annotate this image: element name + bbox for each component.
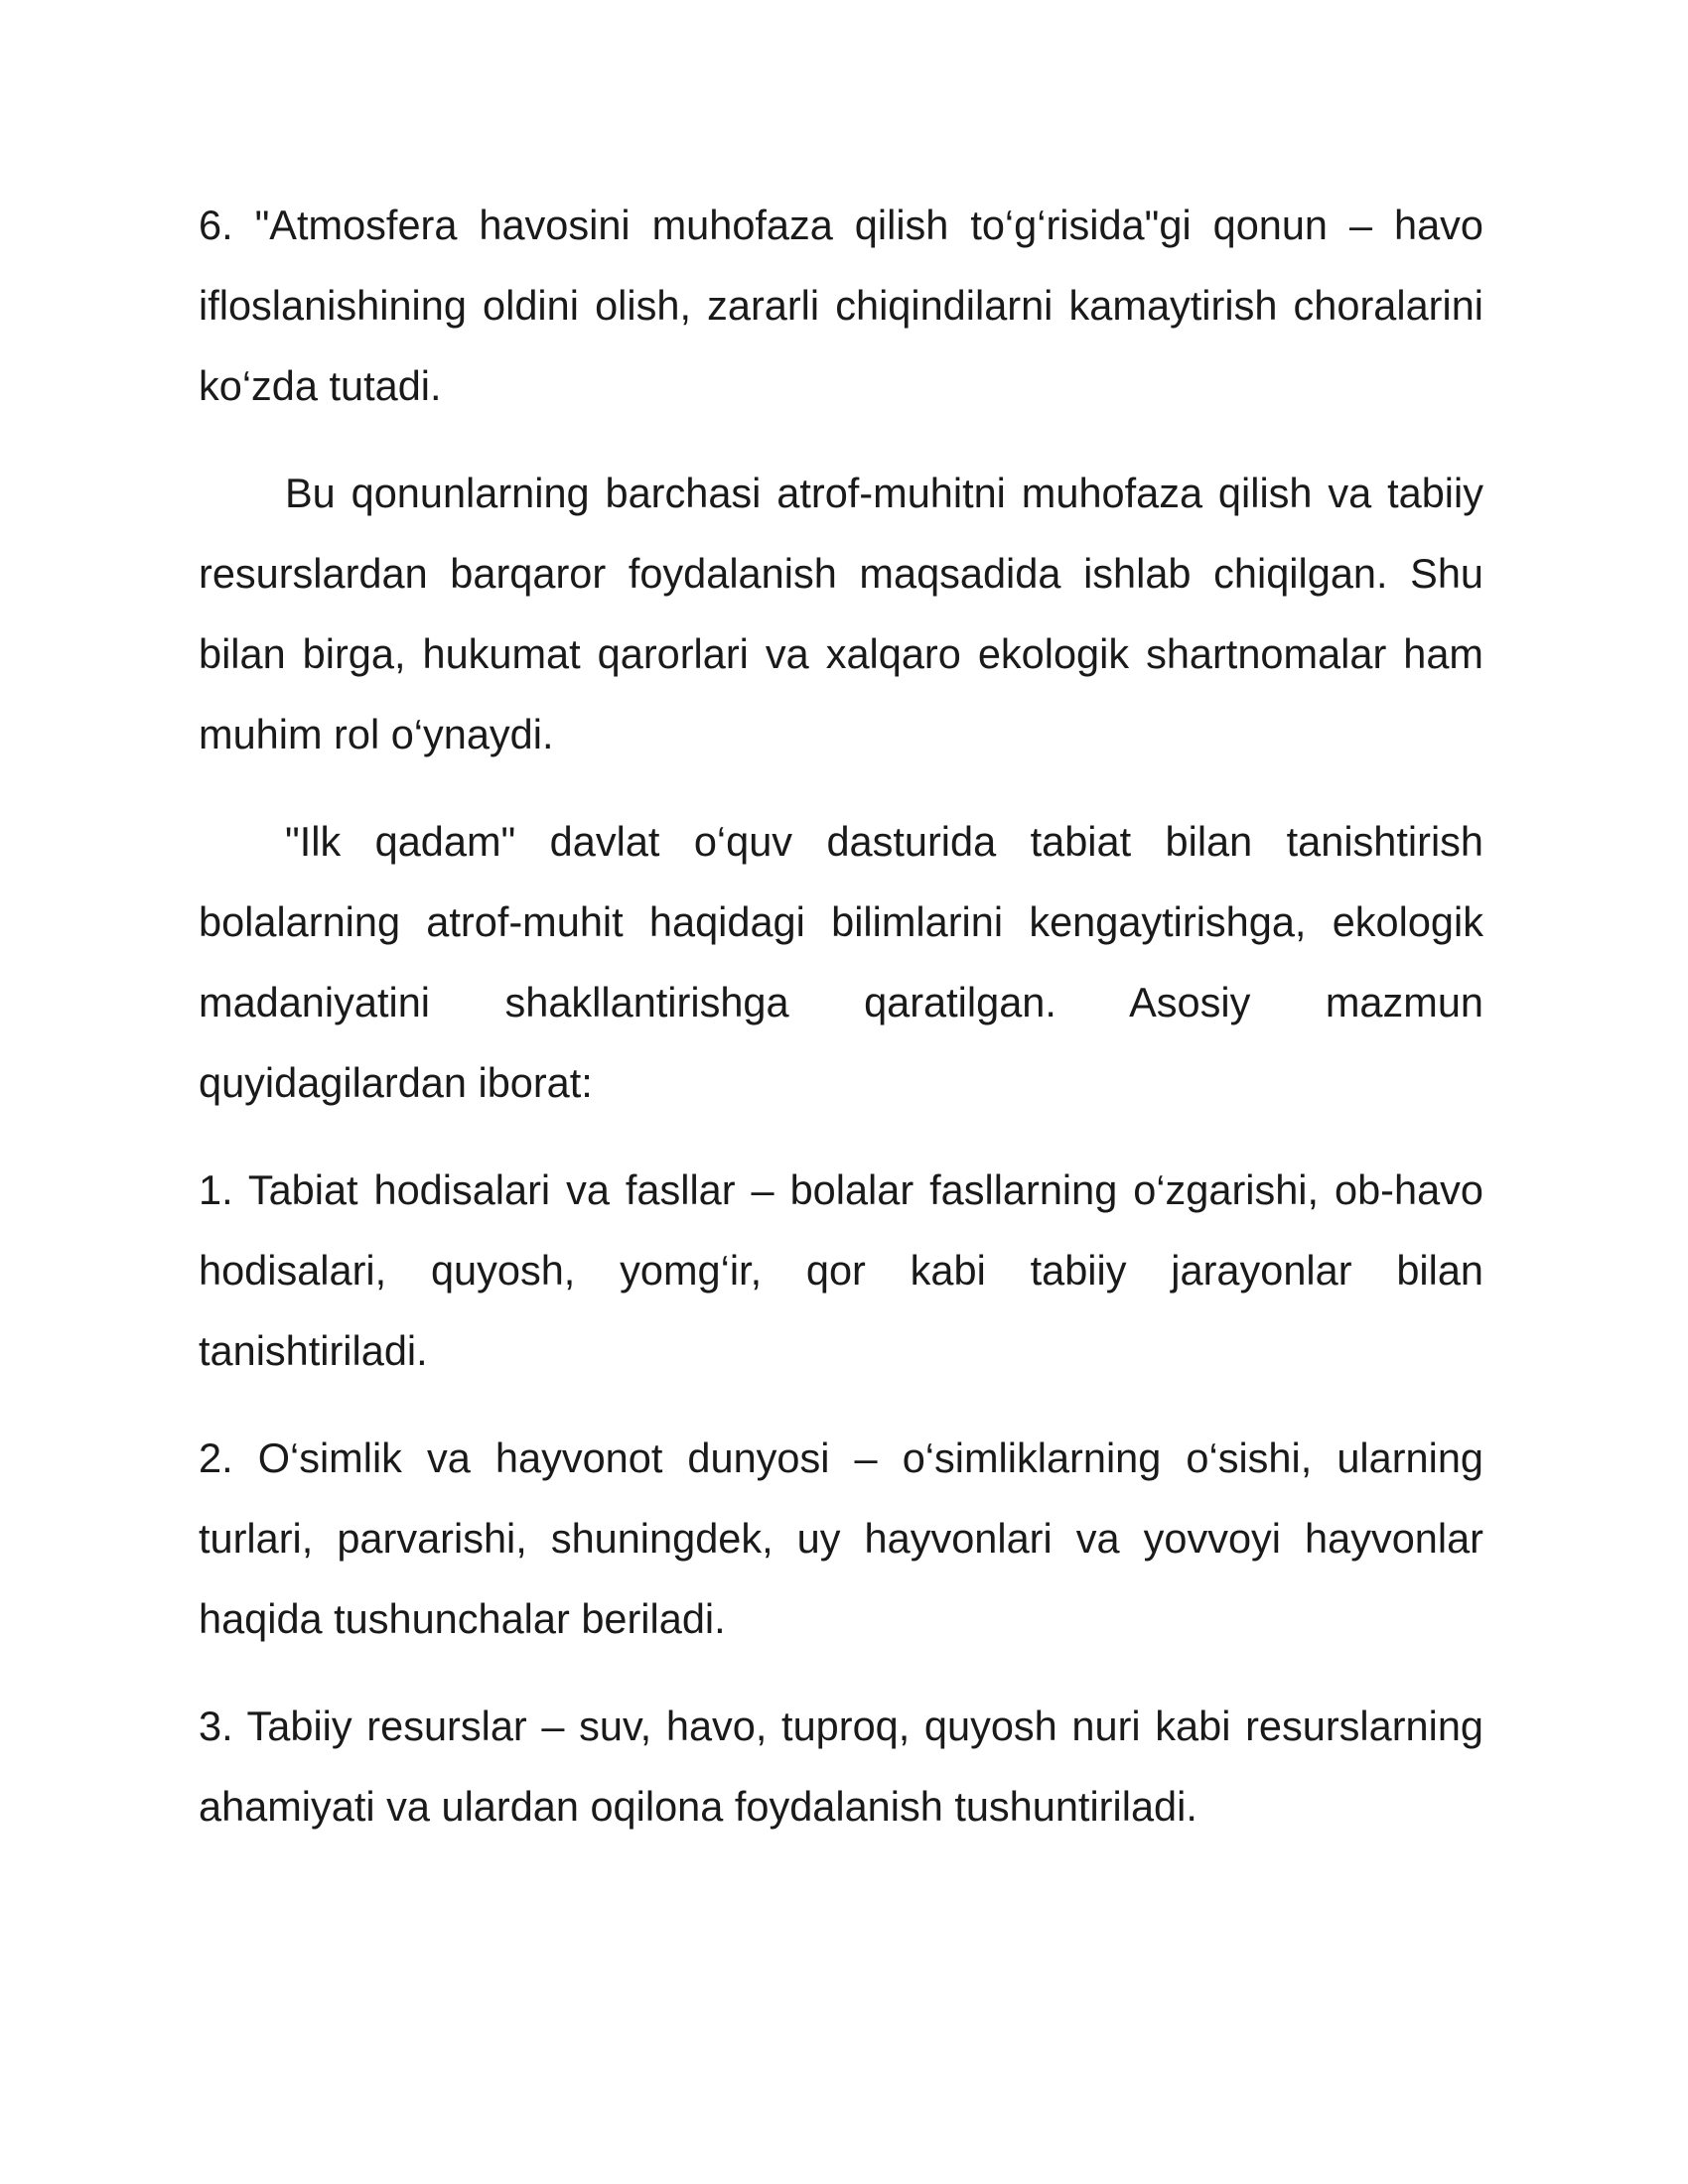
list-item-3: 3. Tabiiy resurslar – suv, havo, tuproq, quyosh nuri kabi resurslarning ahamiyati va ulardan oqilona foydalanish tushuntiriladi.: [199, 1703, 1483, 1830]
paragraph-ilk-qadam: "Ilk qadam" davlat o‘quv dasturida tabiat bilan tanishtirish bolalarning atrof-muhit haqidagi bilimlarini kengaytirishga, ekologik madaniyatini shakllantirishga qaratilgan. Asosiy mazmun quyidagilardan iborat:: [199, 818, 1483, 1106]
paragraph-law-6: 6. "Atmosfera havosini muhofaza qilish to‘g‘risida"gi qonun – havo ifloslanishining oldini olish, zararli chiqindilarni kamaytirish choralarini ko‘zda tutadi.: [199, 202, 1483, 409]
list-item-2: 2. O‘simlik va hayvonot dunyosi – o‘simliklarning o‘sishi, ularning turlari, parvarishi, shuningdek, uy hayvonlari va yovvoyi hayvonlar haqida tushunchalar beriladi.: [199, 1434, 1483, 1642]
paragraph-laws-summary: Bu qonunlarning barchasi atrof-muhitni muhofaza qilish va tabiiy resurslardan barqaror foydalanish maqsadida ishlab chiqilgan. Shu bilan birga, hukumat qarorlari va xalqaro ekologik shartnomalar ham muhim rol o‘ynaydi.: [199, 470, 1483, 757]
list-item-1: 1. Tabiat hodisalari va fasllar – bolalar fasllarning o‘zgarishi, ob-havo hodisalari, quyosh, yomg‘ir, qor kabi tabiiy jarayonlar bilan tanishtiriladi.: [199, 1166, 1483, 1374]
document-body: [199, 185, 1483, 1846]
